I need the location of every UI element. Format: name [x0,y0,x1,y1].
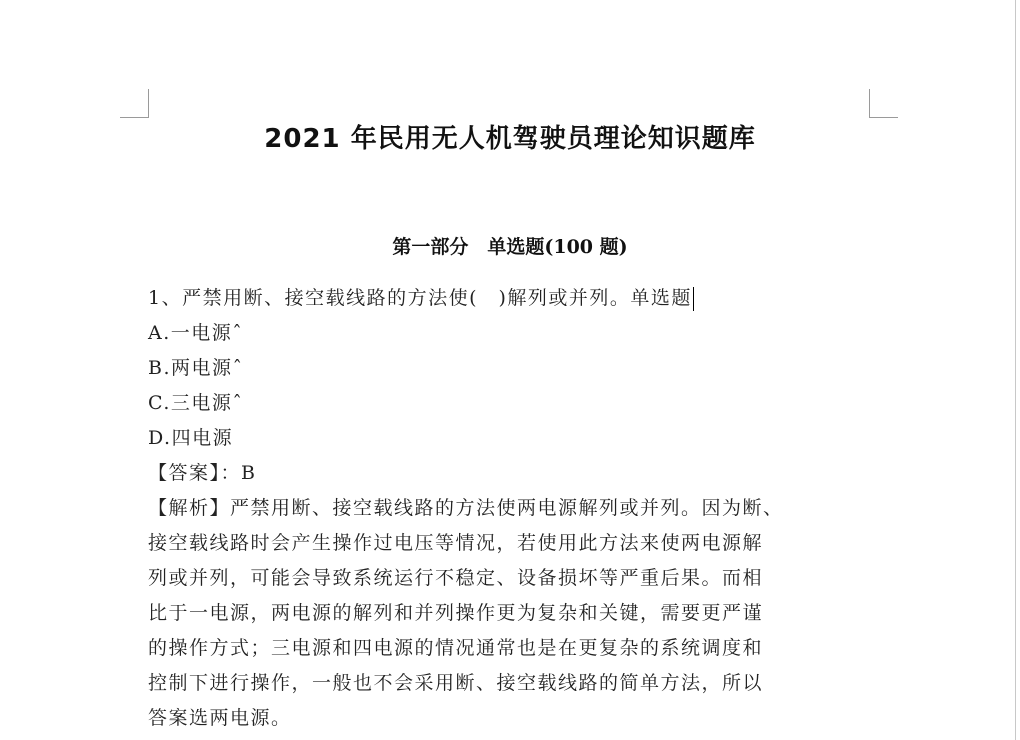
crop-mark-top-right [869,89,898,118]
analysis-line[interactable]: 列或并列，可能会导致系统运行不稳定、设备损坏等严重后果。而相 [148,567,764,589]
option-c[interactable]: C.三电源ˆ [148,392,244,414]
analysis-line[interactable]: 答案选两电源。 [148,707,292,729]
page-edge-divider [1015,0,1016,740]
text-cursor [693,287,694,311]
analysis-line[interactable]: 控制下进行操作，一般也不会采用断、接空载线路的简单方法，所以 [148,672,764,694]
analysis-line[interactable]: 接空载线路时会产生操作过电压等情况，若使用此方法来使两电源解 [148,532,764,554]
analysis-line[interactable]: 【解析】严禁用断、接空载线路的方法使两电源解列或并列。因为断、 [148,497,784,519]
section-heading: 第一部分 单选题(100 题) [392,236,628,258]
question-stem-line[interactable] [148,281,893,316]
analysis-line[interactable]: 比于一电源，两电源的解列和并列操作更为复杂和关键，需要更严谨 [148,602,764,624]
question-stem[interactable]: 1、严禁用断、接空载线路的方法使( )解列或并列。单选题 [148,287,692,309]
question-body [148,281,893,736]
document-title: 2021 年民用无人机驾驶员理论知识题库 [264,124,756,154]
option-a[interactable]: A.一电源ˆ [148,322,244,344]
option-b[interactable]: B.两电源ˆ [148,357,244,379]
answer-line[interactable]: 【答案】：B [148,462,257,484]
crop-mark-top-left [120,89,149,118]
option-d[interactable]: D.四电源 [148,427,234,449]
analysis-line[interactable]: 的操作方式；三电源和四电源的情况通常也是在更复杂的系统调度和 [148,637,764,659]
